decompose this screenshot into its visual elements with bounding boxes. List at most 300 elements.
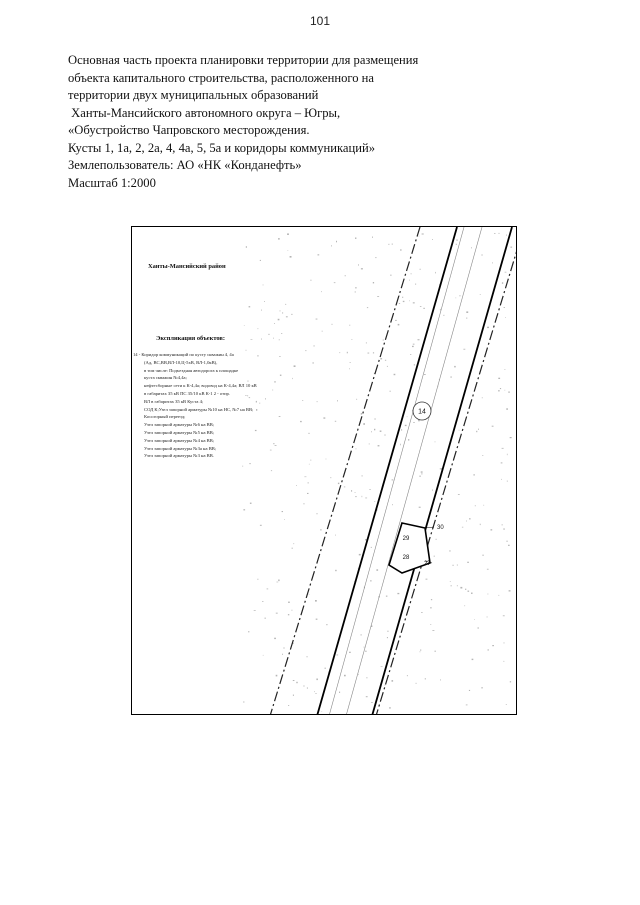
map-speck [349,652,351,653]
map-speck [282,511,283,512]
map-speck [367,307,368,308]
map-speck [459,430,460,431]
map-speck [380,431,382,432]
map-speck [478,627,479,628]
map-speck [401,429,402,430]
map-speck [412,346,414,347]
map-speck [491,529,493,530]
map-speck [335,535,336,536]
map-speck [282,654,283,655]
map-speck [276,675,278,677]
map-speck [258,328,259,329]
map-speck [482,397,483,398]
legend-item: Узел запорной арматуры №6 на ВВ; [144,422,215,428]
map-speck [411,274,412,275]
map-speck [292,610,293,611]
map-speck [414,364,415,365]
map-speck [316,619,318,620]
map-speck [413,302,415,303]
point-label-28: 28 [402,555,410,561]
legend-item: Узел запорной арматуры №4 на ВВ; [144,437,215,443]
map-speck [260,525,262,526]
map-speck [498,378,500,379]
map-speck [398,324,400,326]
map-speck [378,445,380,446]
map-speck [432,239,433,240]
map-speck [508,392,510,393]
map-speck [475,505,476,506]
map-speck [322,331,323,332]
map-speck [243,702,245,703]
map-speck [463,349,465,350]
map-speck [499,595,500,596]
map-speck [385,685,386,686]
map-speck [487,616,488,617]
map-speck [364,647,365,648]
map-speck [264,301,265,302]
planning-map [131,226,517,715]
document-heading [68,52,588,192]
map-speck [418,339,420,340]
map-speck [488,649,489,650]
map-speck [355,492,356,493]
map-speck [317,513,318,514]
map-speck [296,682,297,683]
map-speck [279,356,281,357]
map-speck [355,291,356,292]
map-speck [464,605,465,606]
map-speck [408,439,409,441]
map-speck [501,479,502,480]
legend-item: СОД К;Узел запорной арматуры №10 на НС, №7 на ВВ; [144,406,254,412]
map-speck [471,247,472,249]
legend-item: Косогорный переезд; [144,414,186,420]
map-speck [456,244,457,245]
boundary-dashed-left [270,227,420,715]
map-speck [355,449,356,450]
map-speck [321,291,322,292]
map-speck [380,358,382,359]
map-speck [415,284,416,285]
map-speck [383,339,384,341]
map-speck [254,610,256,611]
map-speck [336,241,337,243]
point-label-27: 27 [424,561,431,567]
map-speck [478,429,479,430]
map-speck [351,339,352,340]
map-speck [400,249,401,250]
map-speck [284,519,285,520]
map-speck [405,425,407,426]
map-speck [435,651,436,652]
map-speck [288,250,289,251]
map-speck [257,355,258,356]
map-speck [279,340,280,341]
map-speck [386,596,388,597]
map-speck [350,362,351,363]
legend-item: (Ад, ВС,ВВ,ВЛ-10,Ц-5хВ, ВЛ-1,0кВ), [144,359,218,365]
map-speck [494,233,495,234]
map-speck [397,593,399,594]
map-speck [270,450,272,451]
map-speck [385,434,386,436]
map-speck [334,282,336,283]
map-speck [372,237,373,238]
map-speck [480,294,481,295]
map-speck [248,631,249,632]
map-speck [303,504,305,505]
map-speck [381,666,383,667]
map-speck [400,444,401,446]
map-speck [413,344,415,345]
map-speck [365,498,367,499]
legend-item: Узел запорной арматуры №5 на ВВ; [144,429,215,435]
map-speck [503,615,505,616]
map-speck [466,520,467,521]
map-speck [307,493,309,494]
map-speck [440,679,441,680]
map-speck [507,481,508,482]
map-speck [488,594,489,595]
map-speck [420,652,421,653]
map-speck [473,474,475,475]
map-speck [399,303,400,304]
map-speck [505,272,507,273]
map-speck [290,256,292,258]
map-speck [278,319,280,321]
map-speck [279,416,281,417]
map-speck [371,431,372,432]
inner-line-b [346,227,482,715]
map-speck [423,308,424,309]
legend-item: Узел запорной арматуры №3а на ВВ; [144,445,217,451]
map-speck [402,297,403,298]
map-speck [483,555,484,556]
map-speck [370,580,371,582]
map-speck [507,454,508,456]
map-speck [365,651,366,652]
map-speck [376,569,378,571]
map-speck [335,421,336,422]
map-speck [261,310,262,311]
map-speck [242,466,243,467]
map-speck [509,590,511,591]
map-speck [476,431,477,432]
map-speck [425,678,426,679]
map-speck [420,649,421,650]
map-speck [440,468,441,469]
map-speck [320,529,321,530]
map-speck [309,433,310,434]
map-speck [293,543,294,544]
map-speck [262,601,264,602]
map-speck [314,691,315,692]
map-speck [300,421,302,422]
map-speck [450,581,451,582]
map-speck [355,496,357,497]
map-speck [286,316,288,317]
heading-line: Масштаб 1:2000 [68,175,156,190]
map-speck [395,320,397,321]
map-speck [387,637,388,638]
map-speck [407,416,408,417]
map-speck [315,693,316,694]
map-speck [374,501,375,502]
map-speck [424,374,426,375]
map-speck [449,550,450,551]
map-speck [246,246,247,247]
map-speck [311,280,312,281]
map-speck [331,245,332,246]
map-speck [355,287,356,288]
map-speck [261,339,262,340]
map-speck [369,489,371,490]
map-speck [278,580,279,582]
map-speck [265,398,266,399]
map-speck [392,479,394,480]
map-speck [430,607,432,608]
map-speck [413,422,415,423]
corridor-number-label: 14 [418,408,426,416]
legend-item: 14 - Коридор коммуникаций по кусту скважин 4, 4а [133,352,234,357]
map-speck [288,614,289,615]
map-speck [335,570,336,571]
map-speck [410,354,411,355]
map-speck [390,275,392,276]
map-speck [291,314,293,315]
map-speck [432,489,433,490]
point-label-29: 29 [402,536,410,542]
map-speck [272,390,273,391]
map-speck [503,661,504,662]
map-speck [420,306,422,307]
map-speck [278,238,280,240]
map-speck [466,318,467,319]
map-speck [345,275,346,276]
map-speck [435,442,436,443]
map-speck [281,333,282,334]
map-speck [325,668,326,669]
map-speck [362,496,363,497]
map-speck [305,350,306,351]
map-speck [280,310,281,311]
map-speck [502,524,503,525]
map-speck [392,244,393,245]
map-speck [504,642,505,643]
map-speck [440,309,441,310]
map-speck [434,556,435,558]
map-speck [492,426,494,427]
map-speck [420,269,421,270]
map-speck [469,518,470,519]
map-speck [374,429,375,431]
heading-line: Кусты 1, 1а, 2, 2а, 4, 4а, 5, 5а и коридоры коммуникаций» [68,140,376,155]
map-speck [287,233,289,235]
map-speck [273,443,274,444]
map-speck [276,582,278,583]
map-speck [356,399,357,400]
map-speck [317,401,318,402]
map-speck [313,362,314,364]
map-speck [349,368,350,369]
map-speck [435,272,436,274]
map-speck [480,524,481,525]
map-speck [432,630,434,631]
map-speck [318,254,320,255]
map-speck [258,579,259,580]
map-speck [506,541,507,542]
map-speck [492,645,494,646]
map-speck [510,247,512,248]
map-speck [259,403,260,404]
map-speck [251,339,253,340]
map-speck [510,681,511,682]
map-speck [426,579,428,580]
map-speck [288,602,290,603]
map-speck [471,593,472,595]
map-speck [472,659,474,660]
district-label: Ханты-Мансийский район [148,263,226,270]
map-speck [303,686,304,687]
map-speck [467,562,469,563]
map-speck [347,352,348,354]
map-speck [450,377,451,378]
map-speck [362,475,363,477]
map-speck [369,444,370,445]
map-speck [337,400,338,402]
legend-item: в габаритах 35 кВ ПС 35/10 кВ К-1 2 - отпр. [144,390,231,396]
map-speck [280,375,282,376]
map-speck [421,612,423,613]
legend-item: нефтесборные сети к К-4,4а; водовод на К-4,4а; ВЛ 10 кВ [144,383,257,389]
map-speck [339,692,340,693]
map-speck [421,474,423,475]
map-speck [273,338,274,339]
map-speck [302,400,303,401]
map-speck [422,234,423,235]
legend-title: Экспликация объектов: [156,335,225,342]
map-speck [249,463,251,464]
map-speck [366,342,367,343]
map-speck [375,418,376,419]
map-speck [366,696,368,697]
map-speck [344,487,345,488]
heading-line: Ханты-Мансийского автономного округа – Югры, [68,105,341,120]
map-speck [416,683,417,684]
map-speck [419,507,421,508]
legend-item: ВЛ в габаритах 35 кВ Куста 4; [144,398,204,404]
map-speck [501,462,503,463]
map-speck [311,460,312,461]
map-speck [460,587,462,589]
map-speck [487,327,489,328]
map-speck [293,695,294,697]
map-speck [271,470,272,471]
map-speck [243,509,245,510]
map-speck [498,390,500,391]
heading-line: Землепользователь: АО «НК «Конданефть» [68,158,302,172]
map-speck [373,352,374,353]
map-speck [377,296,379,297]
map-speck [392,504,393,505]
map-speck [304,477,306,478]
map-speck [500,388,501,389]
map-speck [361,634,362,635]
map-speck [375,257,376,258]
map-speck [462,527,463,528]
map-speck [481,255,483,256]
map-speck [394,374,396,375]
map-speck [292,378,293,379]
map-speck [292,548,293,549]
map-speck [421,471,423,472]
map-speck [326,459,327,460]
map-speck [389,707,391,708]
map-speck [368,353,370,354]
map-speck [260,260,261,261]
map-speck [510,437,512,438]
map-speck [482,455,483,456]
map-speck [504,307,505,308]
heading-line: объекта капитального строительства, расположенного на [68,70,374,85]
map-speck [502,282,503,284]
map-speck [371,547,372,548]
map-speck [506,235,507,236]
map-speck [456,240,458,241]
legend-item: в том числе: Подъездная автодорога к площадке [144,367,239,373]
map-speck [276,613,278,614]
map-speck [359,554,361,556]
map-speck [505,317,506,318]
map-speck [294,365,296,367]
map-speck [267,589,269,590]
map-speck [323,417,325,418]
map-speck [308,483,309,484]
map-speck [265,618,266,619]
map-speck [389,244,390,245]
map-speck [458,494,460,495]
map-speck [430,624,431,625]
page-number: 101 [309,14,331,28]
map-speck [466,311,468,313]
map-speck [387,631,389,632]
map-speck [361,413,362,415]
map-speck [322,711,323,712]
heading-line: Основная часть проекта планировки территории для размещения [68,53,419,67]
map-speck [385,360,386,361]
map-speck [502,448,504,449]
map-speck [332,324,333,325]
map-speck [316,319,318,320]
map-speck [351,490,352,491]
map-speck [455,298,456,299]
map-speck [249,306,251,307]
map-speck [349,325,350,326]
map-speck [482,687,483,689]
map-speck [371,702,373,703]
map-speck [339,352,340,353]
map-specks [242,233,512,712]
map-speck [283,648,284,649]
map-speck [466,705,468,706]
map-speck [399,295,400,296]
map-speck [309,594,310,595]
map-speck [316,679,318,681]
map-speck [505,369,506,370]
map-speck [306,656,307,657]
map-speck [363,423,365,425]
map-speck [390,391,391,392]
